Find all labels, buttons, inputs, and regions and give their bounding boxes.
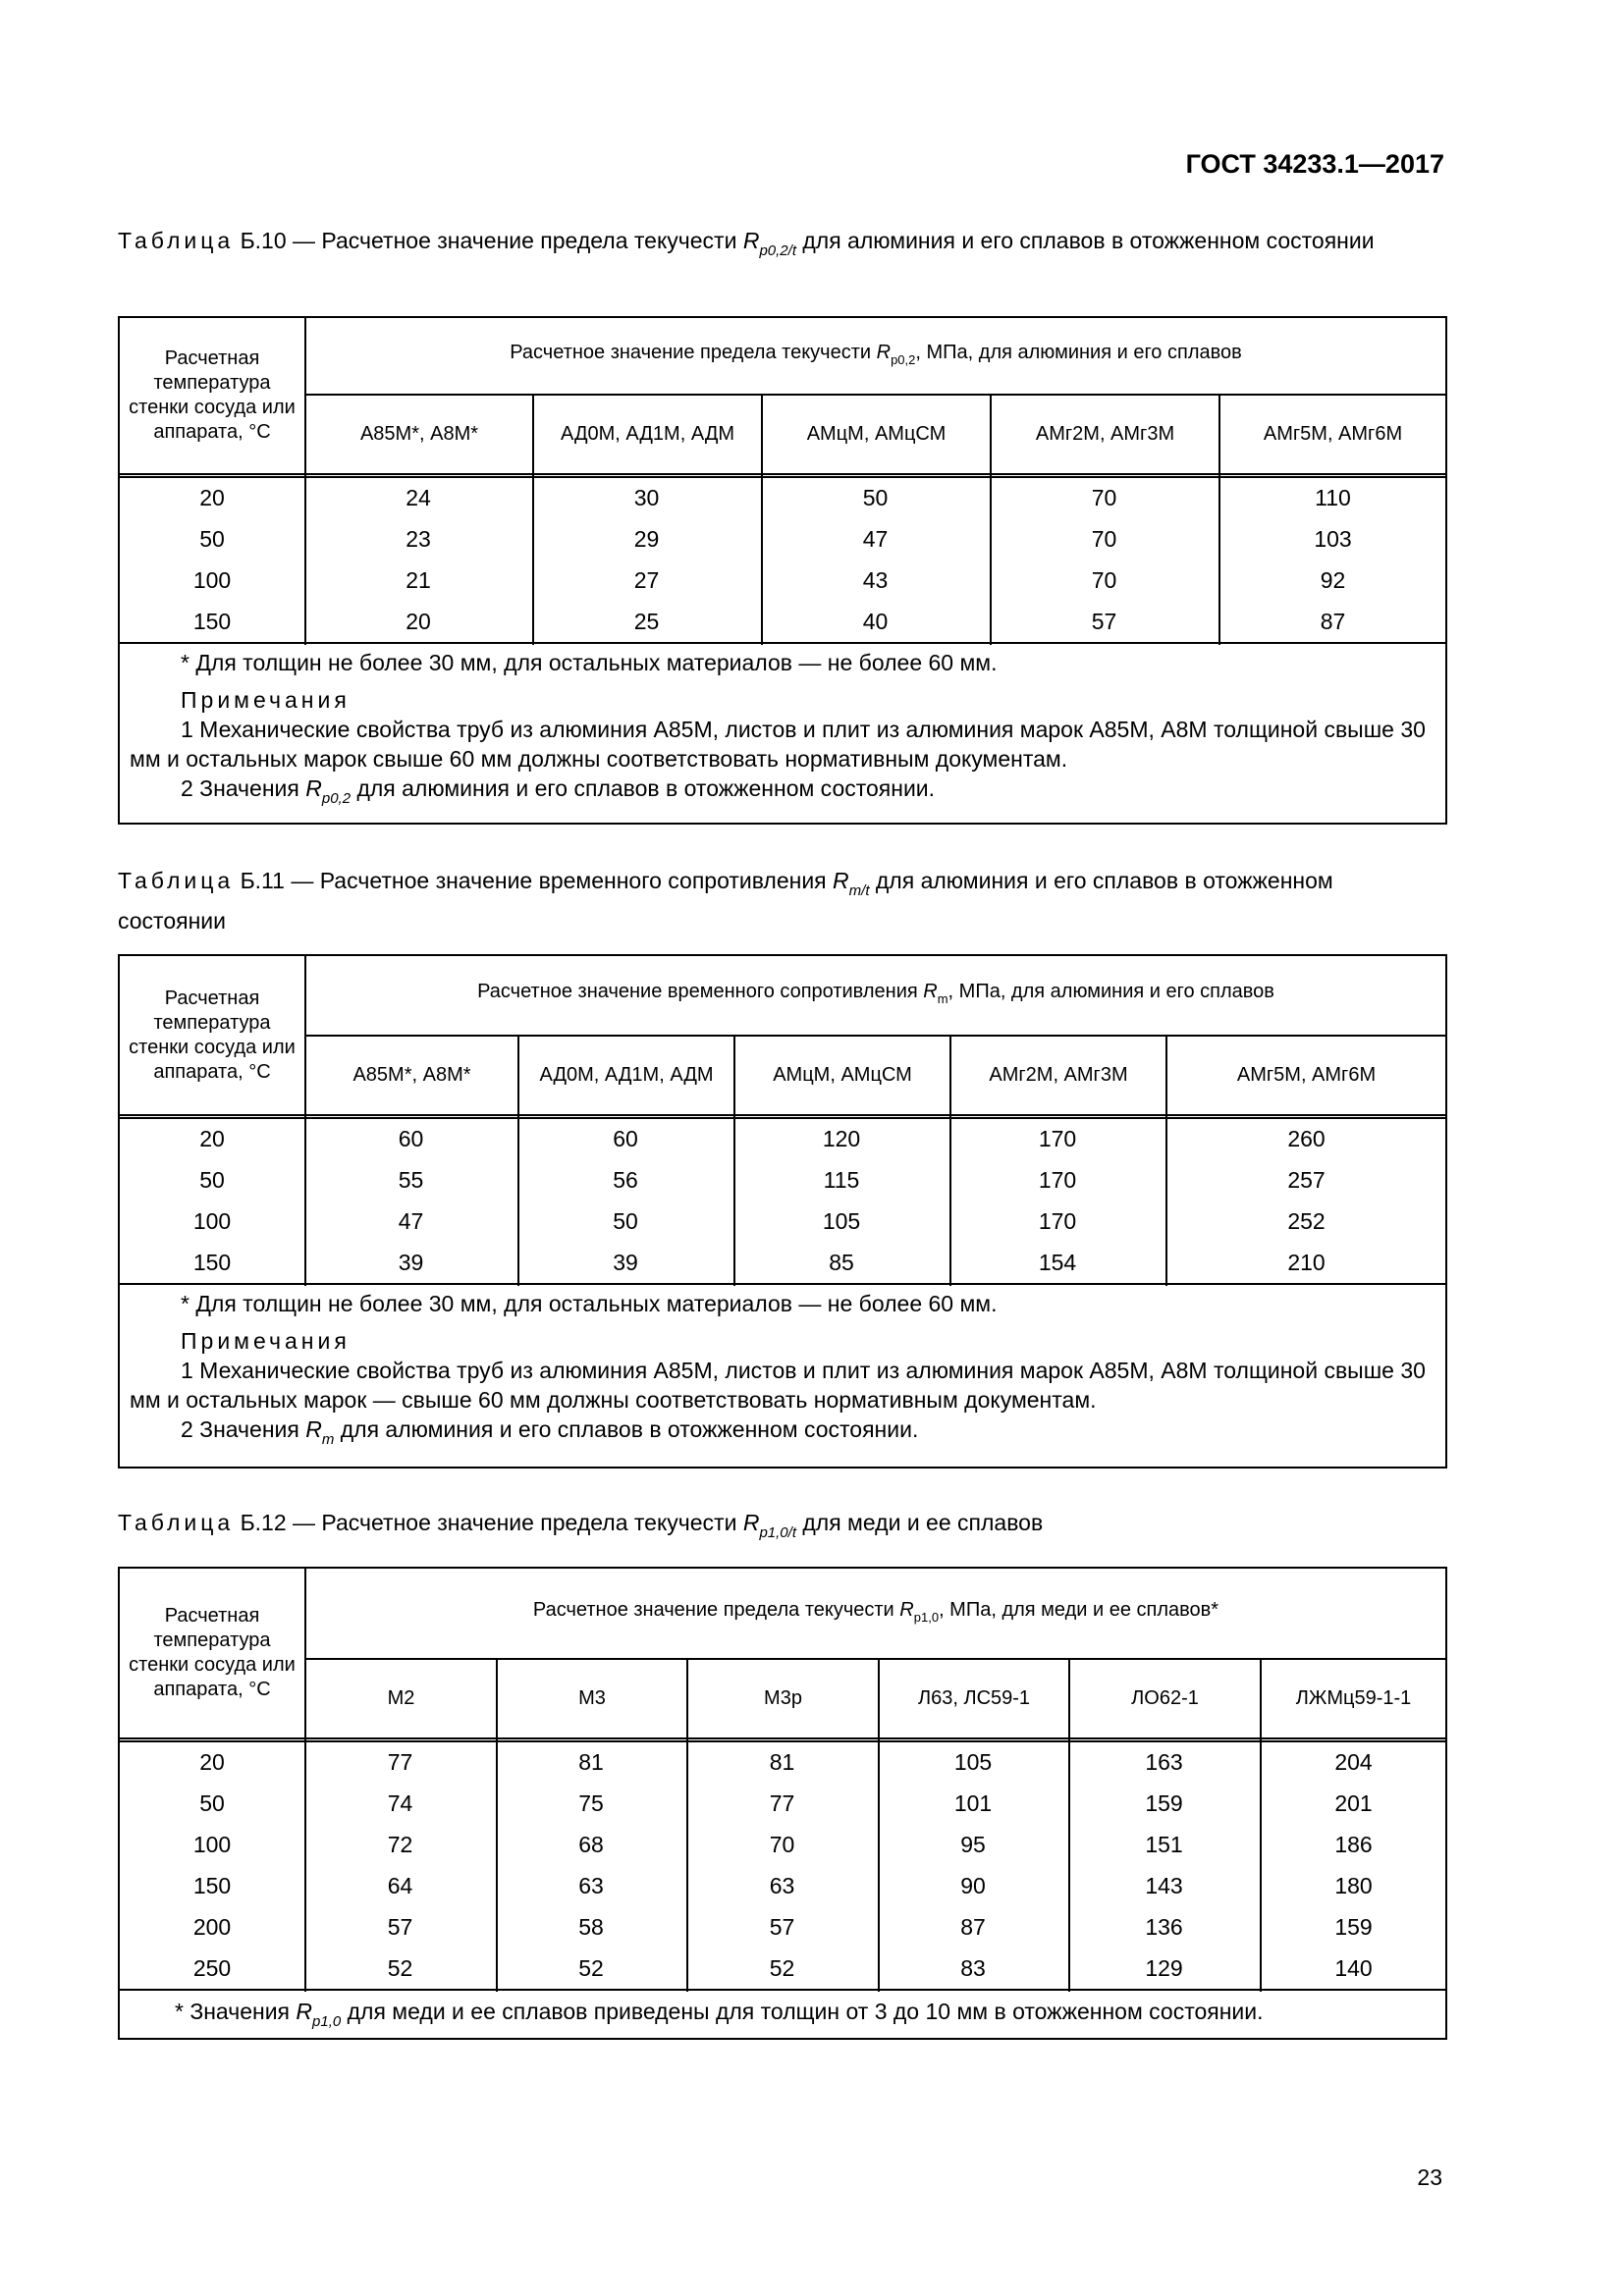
table-cell: 143 (1145, 1873, 1183, 1898)
table-cell: 186 (1334, 1832, 1373, 1857)
table-notes (130, 685, 1435, 814)
table-cell: 95 (960, 1832, 986, 1857)
table-cell: 100 (192, 567, 232, 593)
table-cell: 57 (769, 1914, 795, 1940)
table-cell: 115 (823, 1167, 860, 1193)
caption-label: Таблица (118, 868, 235, 893)
table-cell: 100 (192, 1208, 232, 1234)
table-footnote: * Для толщин не более 30 мм, для остальных материалов — не более 60 мм. (181, 1291, 998, 1316)
table-cell: 140 (1334, 1955, 1373, 1981)
table-cell: 50 (199, 1167, 225, 1193)
notes-title: Примечания (181, 1328, 351, 1354)
table-cell: 81 (578, 1749, 604, 1775)
table-cell: 52 (387, 1955, 413, 1981)
table-cell: 170 (1038, 1167, 1077, 1193)
table-cell: 58 (578, 1914, 604, 1940)
table-cell: 136 (1145, 1914, 1183, 1940)
table-cell: 70 (1091, 485, 1117, 510)
table-cell: 257 (1287, 1167, 1326, 1193)
table-cell: 105 (953, 1749, 993, 1775)
table-cell: 50 (862, 485, 889, 510)
table-cell: 77 (387, 1749, 413, 1775)
table-cell: 57 (1091, 609, 1117, 634)
table-caption: Таблица Б.12 — Расчетное значение предела текучести $R_{p1,0/t}$ для меди и ее сплавов (118, 1510, 1044, 1541)
group-header: Расчетное значение предела текучести $R_{p0,2}$, МПа, для алюминия и его сплавов (510, 341, 1242, 367)
table-cell: 170 (1038, 1126, 1077, 1151)
group-header: Расчетное значение предела текучести $R_{p1,0}$, МПа, для меди и ее сплавов* (532, 1598, 1219, 1625)
document-id: ГОСТ 34233.1—2017 (1185, 149, 1444, 179)
table-cell: 150 (192, 1873, 232, 1898)
table-cell: 100 (192, 1832, 232, 1857)
table-caption: Таблица Б.10 — Расчетное значение предела текучести $R_{p0,2/t}$ для алюминия и его сплавов в отожженном состоянии (118, 228, 1375, 259)
table-cell: 87 (1320, 609, 1346, 634)
row-header: Расчетная температура стенки сосуда или аппарата, °С (129, 987, 296, 1083)
table-cell: 163 (1145, 1749, 1183, 1775)
table-cell: 20 (199, 1749, 225, 1775)
notes-title: Примечания (181, 687, 351, 713)
table-cell: 23 (406, 526, 431, 552)
table-cell: 39 (613, 1250, 638, 1275)
table-cell: 25 (633, 609, 660, 634)
table-cell: 154 (1038, 1250, 1077, 1275)
table-cell: 151 (1145, 1832, 1183, 1857)
table-cell: 70 (1091, 526, 1117, 552)
table-cell: 70 (1091, 567, 1117, 593)
table-cell: 159 (1145, 1790, 1183, 1816)
table-cell: 101 (953, 1790, 993, 1816)
table-cell: 60 (613, 1126, 638, 1151)
column-header: М2 (387, 1687, 415, 1709)
table-cell: 47 (862, 526, 889, 552)
column-header: АД0М, АД1М, АДМ (539, 1064, 714, 1086)
table-cell: 260 (1287, 1126, 1326, 1151)
table-cell: 43 (862, 567, 889, 593)
column-header: М3 (578, 1687, 606, 1709)
table-cell: 103 (1314, 526, 1352, 552)
column-header: АМг5М, АМг6М (1236, 1064, 1377, 1086)
table-caption: Таблица Б.11 — Расчетное значение временного сопротивления $R_{m/t}$ для алюминия и его сплавов в отожженном состоянии (118, 868, 1333, 934)
table-cell: 47 (398, 1208, 424, 1234)
page-number: 23 (1417, 2164, 1442, 2190)
table-cell: 81 (769, 1749, 795, 1775)
table-cell: 92 (1320, 567, 1346, 593)
table-cell: 55 (398, 1167, 424, 1193)
table-cell: 40 (862, 609, 889, 634)
column-header: А85М*, А8М* (352, 1064, 471, 1086)
table-cell: 159 (1334, 1914, 1373, 1940)
table-cell: 50 (199, 1790, 225, 1816)
table-cell: 20 (406, 609, 431, 634)
table-cell: 210 (1287, 1250, 1326, 1275)
note-item: 1 Механические свойства труб из алюминия А85М, листов и плит из алюминия марок А85М, А8М толщиной свыше 30 мм и остальных марок свыше 60 мм должны соответствовать нормативным документам. (130, 717, 1426, 772)
table-cell: 30 (633, 485, 660, 510)
table-cell: 85 (829, 1250, 854, 1275)
table-cell: 204 (1334, 1749, 1373, 1775)
table-cell: 52 (578, 1955, 604, 1981)
note-item: 2 Значения $R_{p0,2}$ для алюминия и его сплавов в отожженном состоянии. (181, 775, 936, 807)
table-cell: 56 (613, 1167, 638, 1193)
table-cell: 170 (1038, 1208, 1077, 1234)
table-cell: 252 (1287, 1208, 1326, 1234)
caption-label: Таблица (118, 1510, 235, 1535)
table-cell: 77 (769, 1790, 795, 1816)
table-cell: 250 (192, 1955, 232, 1981)
table-cell: 110 (1315, 485, 1351, 510)
table-cell: 52 (769, 1955, 795, 1981)
column-header: АД0М, АД1М, АДМ (560, 423, 735, 445)
table-cell: 20 (199, 485, 225, 510)
table-cell: 63 (578, 1873, 604, 1898)
table-cell: 29 (633, 526, 660, 552)
table-cell: 83 (960, 1955, 986, 1981)
table-cell: 105 (822, 1208, 861, 1234)
column-header: АМг2М, АМг3М (989, 1064, 1128, 1086)
caption-label: Таблица (118, 228, 235, 253)
table-cell: 68 (578, 1832, 604, 1857)
row-header: Расчетная температура стенки сосуда или аппарата, °С (129, 347, 296, 443)
data-table (118, 316, 1447, 825)
column-header: АМцМ, АМцСМ (773, 1064, 912, 1086)
table-cell: 201 (1334, 1790, 1373, 1816)
column-header: М3р (764, 1687, 802, 1709)
table-cell: 57 (387, 1914, 413, 1940)
data-table (118, 954, 1447, 1468)
table-cell: 64 (387, 1873, 413, 1898)
table-cell: 63 (769, 1873, 795, 1898)
column-header: АМг5М, АМг6М (1263, 423, 1403, 445)
column-header: АМг2М, АМг3М (1035, 423, 1175, 445)
column-header: ЛО62-1 (1131, 1687, 1199, 1709)
table-cell: 87 (960, 1914, 986, 1940)
column-header: Л63, ЛС59-1 (917, 1687, 1031, 1709)
table-notes (130, 1326, 1435, 1455)
table-cell: 180 (1334, 1873, 1373, 1898)
table-cell: 27 (633, 567, 660, 593)
data-table (118, 1567, 1447, 2040)
note-item: 2 Значения $R_m$ для алюминия и его сплавов в отожженном состоянии. (181, 1416, 919, 1448)
group-header: Расчетное значение временного сопротивления $R_m$, МПа, для алюминия и его сплавов (477, 981, 1274, 1006)
column-header: АМцМ, АМцСМ (806, 423, 947, 445)
table-cell: 150 (192, 1250, 232, 1275)
table-cell: 70 (769, 1832, 795, 1857)
table-cell: 90 (960, 1873, 986, 1898)
table-cell: 21 (406, 567, 431, 593)
table-cell: 39 (398, 1250, 424, 1275)
table-cell: 75 (578, 1790, 604, 1816)
row-header: Расчетная температура стенки сосуда или аппарата, °С (129, 1605, 296, 1700)
table-cell: 60 (398, 1126, 424, 1151)
column-header: ЛЖМц59-1-1 (1295, 1687, 1412, 1709)
table-cell: 24 (406, 485, 431, 510)
table-cell: 200 (192, 1914, 232, 1940)
column-header: А85М*, А8М* (359, 423, 479, 445)
table-cell: 129 (1145, 1955, 1183, 1981)
table-cell: 50 (199, 526, 225, 552)
table-footnote: * Для толщин не более 30 мм, для остальных материалов — не более 60 мм. (181, 650, 998, 675)
table-cell: 50 (613, 1208, 638, 1234)
table-cell: 120 (822, 1126, 861, 1151)
note-item: 1 Механические свойства труб из алюминия А85М, листов и плит из алюминия марок А85М, А8М толщиной свыше 30 мм и остальных марок — свыше 60 мм должны соответствовать нормативным документам. (130, 1358, 1426, 1413)
table-cell: 72 (387, 1832, 413, 1857)
table-cell: 150 (192, 609, 232, 634)
table-footnote: * Значения $R_{p1,0}$ для меди и ее сплавов приведены для толщин от 3 до 10 мм в отожженном состоянии. (175, 1999, 1264, 2030)
table-cell: 20 (199, 1126, 225, 1151)
table-cell: 74 (387, 1790, 413, 1816)
